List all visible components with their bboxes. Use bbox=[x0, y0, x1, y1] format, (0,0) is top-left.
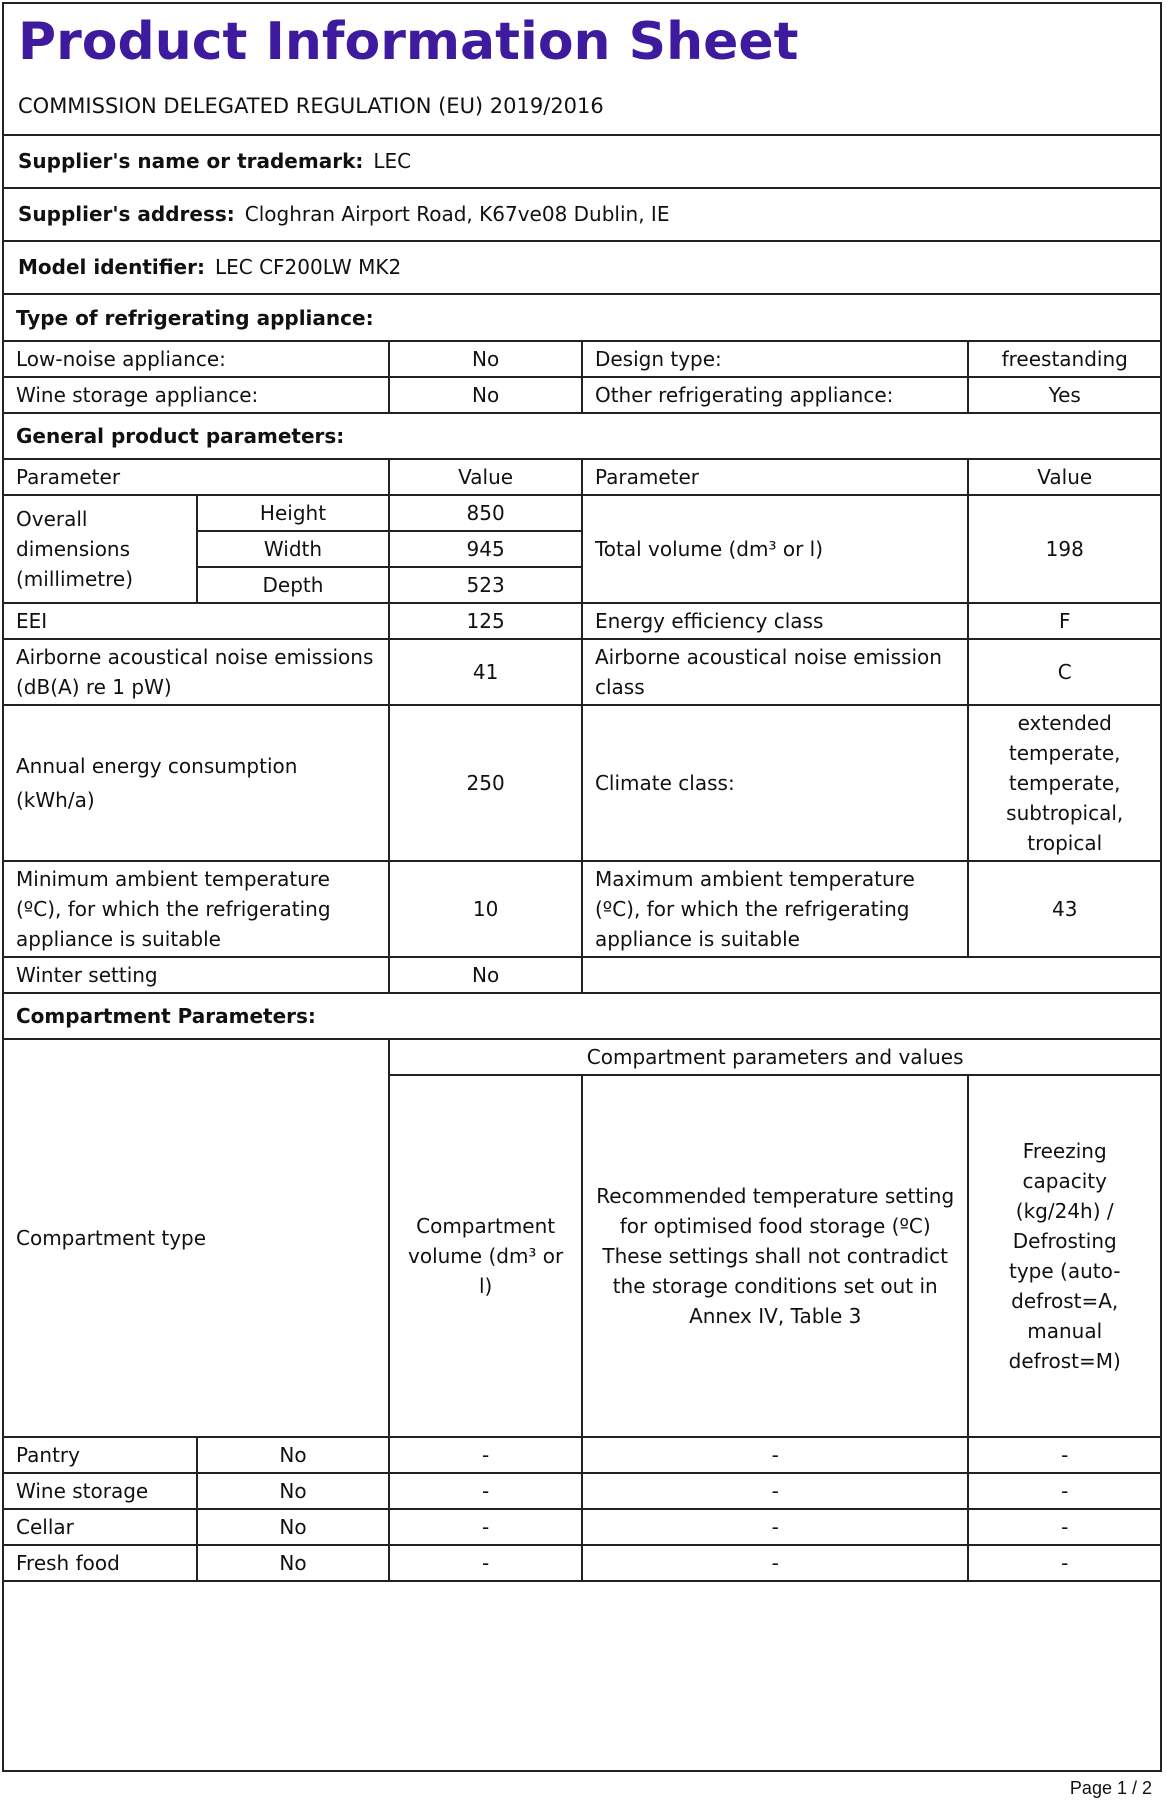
compartment-volume: - bbox=[389, 1545, 582, 1581]
low-noise-label: Low-noise appliance: bbox=[4, 341, 389, 377]
climate-class-label: Climate class: bbox=[582, 705, 968, 861]
eei-label: EEI bbox=[4, 603, 389, 639]
freezing-defrost-column-header: Freezing capacity (kg/24h) / Defrosting type (auto-defrost=A, manual defrost=M) bbox=[968, 1075, 1160, 1437]
temperature-column-header: Recommended temperature setting for optimised food storage (ºC) These settings shall not contradict the storage conditions set out in Annex IV, Table 3 bbox=[582, 1075, 968, 1437]
noise-class-value: C bbox=[968, 639, 1160, 705]
compartment-present: No bbox=[197, 1509, 390, 1545]
compartment-name: Wine storage bbox=[4, 1473, 197, 1509]
depth-value: 523 bbox=[389, 567, 582, 603]
product-information-sheet bbox=[2, 2, 1162, 1772]
overall-dimensions-label: Overall dimensions (millimetre) bbox=[4, 495, 197, 603]
defrost-type-header: Defrosting type (auto-defrost=A, manual defrost=M) bbox=[1008, 1229, 1121, 1373]
supplier-name-label: Supplier's name or trademark: bbox=[18, 149, 364, 173]
compartment-present: No bbox=[197, 1437, 390, 1473]
compartment-name: Fresh food bbox=[4, 1545, 197, 1581]
noise-class-label: Airborne acoustical noise emission class bbox=[582, 639, 968, 705]
value-column-header: Value bbox=[389, 459, 582, 495]
design-type-value: freestanding bbox=[968, 341, 1160, 377]
height-label: Height bbox=[197, 495, 390, 531]
max-temp-value: 43 bbox=[968, 861, 1160, 957]
value-column-header-2: Value bbox=[968, 459, 1160, 495]
compartment-freezing-defrost: - bbox=[968, 1545, 1160, 1581]
compartment-freezing-defrost: - bbox=[968, 1437, 1160, 1473]
compartment-temperature: - bbox=[582, 1473, 968, 1509]
noise-emissions-value: 41 bbox=[389, 639, 582, 705]
freezing-capacity-header: Freezing capacity (kg/24h) bbox=[1015, 1139, 1107, 1223]
low-noise-value: No bbox=[389, 341, 582, 377]
compartment-freezing-defrost: - bbox=[968, 1473, 1160, 1509]
total-volume-value: 198 bbox=[968, 495, 1160, 603]
supplier-name-value: LEC bbox=[373, 149, 412, 173]
min-temp-value: 10 bbox=[389, 861, 582, 957]
type-section-heading: Type of refrigerating appliance: bbox=[4, 295, 1160, 341]
compartment-volume: - bbox=[389, 1473, 582, 1509]
other-appliance-value: Yes bbox=[968, 377, 1160, 413]
winter-setting-label: Winter setting bbox=[4, 957, 389, 993]
volume-column-header: Compartment volume (dm³ or l) bbox=[389, 1075, 582, 1437]
depth-label: Depth bbox=[197, 567, 390, 603]
compartment-volume: - bbox=[389, 1437, 582, 1473]
wine-storage-appliance-value: No bbox=[389, 377, 582, 413]
compartment-type-header: Compartment type bbox=[4, 1039, 389, 1437]
compartment-row bbox=[4, 1545, 1160, 1581]
regulation-reference: COMMISSION DELEGATED REGULATION (EU) 2019/2016 bbox=[18, 94, 604, 118]
compartment-freezing-defrost: - bbox=[968, 1509, 1160, 1545]
page-number: Page 1 / 2 bbox=[1069, 1778, 1152, 1798]
wine-storage-appliance-label: Wine storage appliance: bbox=[4, 377, 389, 413]
supplier-address-row bbox=[4, 189, 1160, 242]
sheet-header bbox=[4, 4, 1160, 136]
model-identifier-label: Model identifier: bbox=[18, 255, 205, 279]
width-value: 945 bbox=[389, 531, 582, 567]
parameter-column-header-2: Parameter bbox=[582, 459, 968, 495]
eei-value: 125 bbox=[389, 603, 582, 639]
compartment-row bbox=[4, 1437, 1160, 1473]
compartment-row bbox=[4, 1509, 1160, 1545]
compartment-section-heading: Compartment Parameters: bbox=[4, 993, 1160, 1039]
max-temp-label: Maximum ambient temperature (ºC), for which the refrigerating appliance is suitable bbox=[582, 861, 968, 957]
compartment-present: No bbox=[197, 1473, 390, 1509]
model-identifier-row bbox=[4, 242, 1160, 295]
compartment-temperature: - bbox=[582, 1509, 968, 1545]
energy-class-value: F bbox=[968, 603, 1160, 639]
general-section-heading: General product parameters: bbox=[4, 413, 1160, 459]
noise-emissions-label: Airborne acoustical noise emissions (dB(A) re 1 pW) bbox=[4, 639, 389, 705]
width-label: Width bbox=[197, 531, 390, 567]
winter-setting-value: No bbox=[389, 957, 582, 993]
supplier-name-row bbox=[4, 136, 1160, 189]
parameter-column-header: Parameter bbox=[4, 459, 389, 495]
page-title: Product Information Sheet bbox=[18, 12, 799, 72]
supplier-address-value: Cloghran Airport Road, K67ve08 Dublin, IE bbox=[244, 202, 670, 226]
supplier-address-label: Supplier's address: bbox=[18, 202, 235, 226]
compartment-params-header: Compartment parameters and values bbox=[389, 1039, 1160, 1075]
compartment-temperature: - bbox=[582, 1545, 968, 1581]
compartment-volume: - bbox=[389, 1509, 582, 1545]
annual-energy-label: Annual energy consumption (kWh/a) bbox=[4, 705, 389, 861]
model-identifier-value: LEC CF200LW MK2 bbox=[214, 255, 402, 279]
height-value: 850 bbox=[389, 495, 582, 531]
compartment-name: Cellar bbox=[4, 1509, 197, 1545]
total-volume-label: Total volume (dm³ or l) bbox=[582, 495, 968, 603]
compartment-present: No bbox=[197, 1545, 390, 1581]
energy-class-label: Energy efficiency class bbox=[582, 603, 968, 639]
compartment-temperature: - bbox=[582, 1437, 968, 1473]
climate-class-value: extended temperate, temperate, subtropical, tropical bbox=[968, 705, 1160, 861]
annual-energy-value: 250 bbox=[389, 705, 582, 861]
parameters-table bbox=[4, 295, 1160, 1582]
design-type-label: Design type: bbox=[582, 341, 968, 377]
empty-cell bbox=[582, 957, 1160, 993]
compartment-name: Pantry bbox=[4, 1437, 197, 1473]
compartment-row bbox=[4, 1473, 1160, 1509]
min-temp-label: Minimum ambient temperature (ºC), for which the refrigerating appliance is suitable bbox=[4, 861, 389, 957]
other-appliance-label: Other refrigerating appliance: bbox=[582, 377, 968, 413]
